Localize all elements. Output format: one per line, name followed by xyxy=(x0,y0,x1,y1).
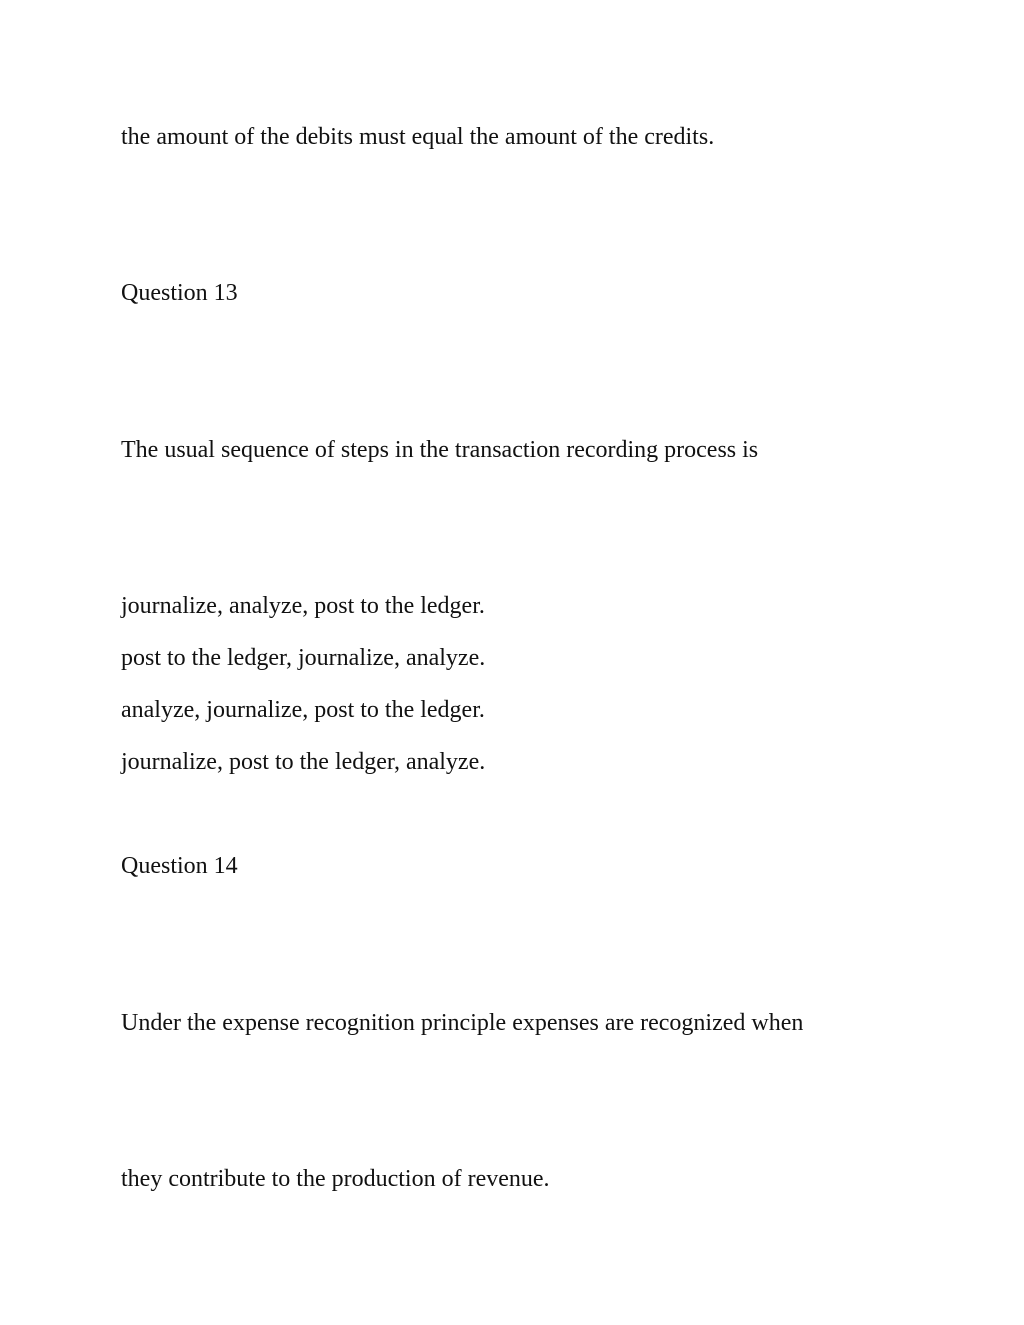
question-13-option-1[interactable]: journalize, analyze, post to the ledger. xyxy=(121,593,485,619)
question-14-option-1[interactable]: they contribute to the production of revenue. xyxy=(121,1166,550,1192)
question-13-option-4[interactable]: journalize, post to the ledger, analyze. xyxy=(121,749,486,775)
question-13-heading: Question 13 xyxy=(121,280,238,306)
question-13-prompt: The usual sequence of steps in the transaction recording process is xyxy=(121,437,759,463)
question-14-prompt: Under the expense recognition principle expenses are recognized when xyxy=(121,1010,804,1036)
question-13-option-3[interactable]: analyze, journalize, post to the ledger. xyxy=(121,697,485,723)
question-13-option-2[interactable]: post to the ledger, journalize, analyze. xyxy=(121,645,486,671)
question-14-heading: Question 14 xyxy=(121,853,238,879)
previous-answer-option[interactable]: the amount of the debits must equal the amount of the credits. xyxy=(121,124,715,150)
